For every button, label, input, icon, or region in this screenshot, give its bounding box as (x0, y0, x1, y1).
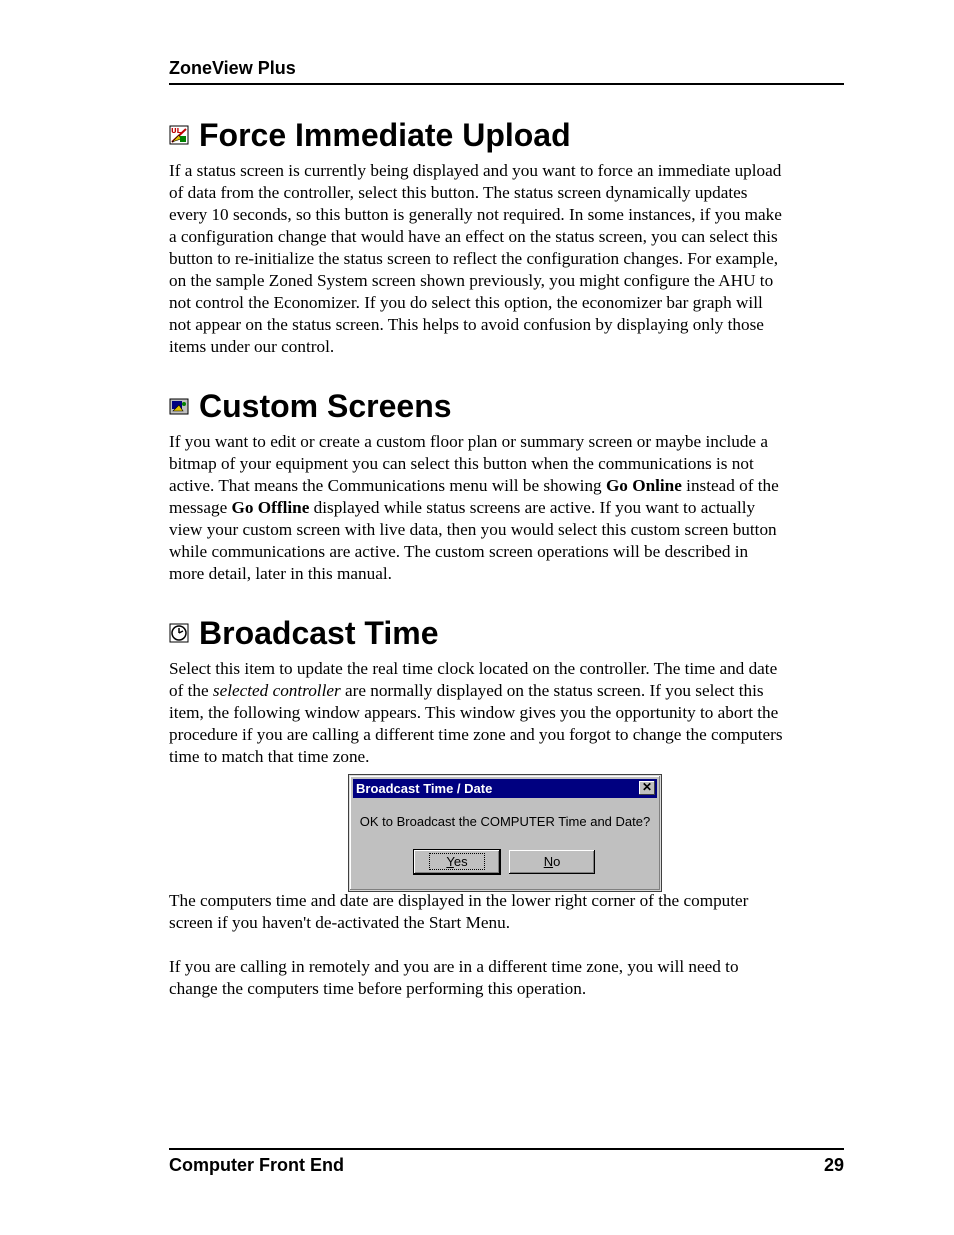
body-line (169, 497, 844, 519)
no-button[interactable] (509, 850, 595, 874)
body-line: procedure if you are calling a different time zone and you forgot to change the computers (169, 725, 783, 744)
body-line: items under our control. (169, 337, 335, 356)
body-line: a configuration change that would have an effect on the status screen, you can select this (169, 227, 778, 246)
section-body (169, 431, 844, 585)
section-broadcast-time (169, 613, 844, 768)
yes-label-rest: es (453, 854, 468, 869)
body-text: message (169, 498, 232, 517)
header-rule (169, 83, 844, 85)
body-text: are normally displayed on the status screen. If you select this (340, 681, 764, 700)
body-line: every 10 seconds, so this button is generally not required. In some instances, if you make (169, 205, 782, 224)
close-icon[interactable]: ✕ (639, 781, 655, 795)
custom-screen-icon (169, 396, 189, 416)
dialog-message: OK to Broadcast the COMPUTER Time and Date? (359, 814, 651, 829)
clock-icon (169, 623, 189, 643)
footer-rule (169, 1148, 844, 1150)
section-broadcast-notes (169, 890, 844, 1000)
section-body (169, 160, 844, 358)
section-heading (169, 386, 844, 426)
yes-accelerator: Y (446, 854, 454, 869)
dialog-titlebar (353, 779, 657, 798)
section-custom-screens (169, 386, 844, 585)
body-line: view your custom screen with live data, then you would select this custom screen button (169, 520, 777, 539)
body-line: bitmap of your equipment you can select this button when the communications is not (169, 454, 754, 473)
broadcast-time-dialog (349, 775, 661, 891)
section-body (169, 890, 844, 1000)
body-line: more detail, later in this manual. (169, 564, 392, 583)
body-line: time to match that time zone. (169, 747, 370, 766)
section-title: Custom Screens (199, 388, 452, 424)
body-line: not control the Economizer. If you do select this option, the economizer bar graph will (169, 293, 763, 312)
no-label-rest: o (553, 854, 561, 869)
body-line (169, 680, 844, 702)
svg-text:UL: UL (171, 127, 182, 135)
body-line: If you want to edit or create a custom floor plan or summary screen or maybe include a (169, 432, 768, 451)
footer-title: Computer Front End (169, 1155, 344, 1175)
body-line: screen if you haven't de-activated the Start Menu. (169, 913, 510, 932)
section-title: Broadcast Time (199, 615, 439, 651)
no-accelerator: N (543, 854, 554, 869)
body-line (169, 475, 844, 497)
selected-controller-term: selected controller (212, 681, 341, 700)
dialog-title: Broadcast Time / Date (356, 781, 493, 796)
paragraph-spacer (169, 934, 844, 956)
section-title: Force Immediate Upload (199, 117, 571, 153)
go-offline-term: Go Offline (231, 498, 310, 517)
body-line: on the sample Zoned System screen shown previously, you might configure the AHU to (169, 271, 774, 290)
yes-button-label (429, 853, 484, 870)
body-text: displayed while status screens are active. If you want to actually (309, 498, 756, 517)
yes-button[interactable] (414, 850, 500, 874)
body-text: instead of the (681, 476, 779, 495)
go-online-term: Go Online (605, 476, 682, 495)
body-line: button to re-initialize the status screen to reflect the configuration changes. For example, (169, 249, 778, 268)
page-number: 29 (823, 1155, 844, 1175)
body-line: while communications are active. The custom screen operations will be described in (169, 542, 749, 561)
body-line: Select this item to update the real time clock located on the controller. The time and date (169, 659, 778, 678)
section-force-upload (169, 115, 844, 358)
running-header: ZoneView Plus (169, 58, 296, 78)
section-body (169, 658, 844, 768)
running-footer (169, 1155, 844, 1176)
body-line: If you are calling in remotely and you are in a different time zone, you will need to (169, 957, 739, 976)
body-line: If a status screen is currently being displayed and you want to force an immediate upload (169, 161, 782, 180)
body-text: active. That means the Communications menu will be showing (169, 476, 606, 495)
body-line: item, the following window appears. This window gives you the opportunity to abort the (169, 703, 779, 722)
body-line: of data from the controller, select this button. The status screen dynamically updates (169, 183, 748, 202)
section-heading (169, 115, 844, 155)
body-line: The computers time and date are displayed in the lower right corner of the computer (169, 891, 749, 910)
body-line: change the computers time before performing this operation. (169, 979, 587, 998)
section-heading (169, 613, 844, 653)
body-line: not appear on the status screen. This helps to avoid confusion by displaying only those (169, 315, 764, 334)
upload-icon (169, 125, 189, 145)
body-text: of the (169, 681, 213, 700)
